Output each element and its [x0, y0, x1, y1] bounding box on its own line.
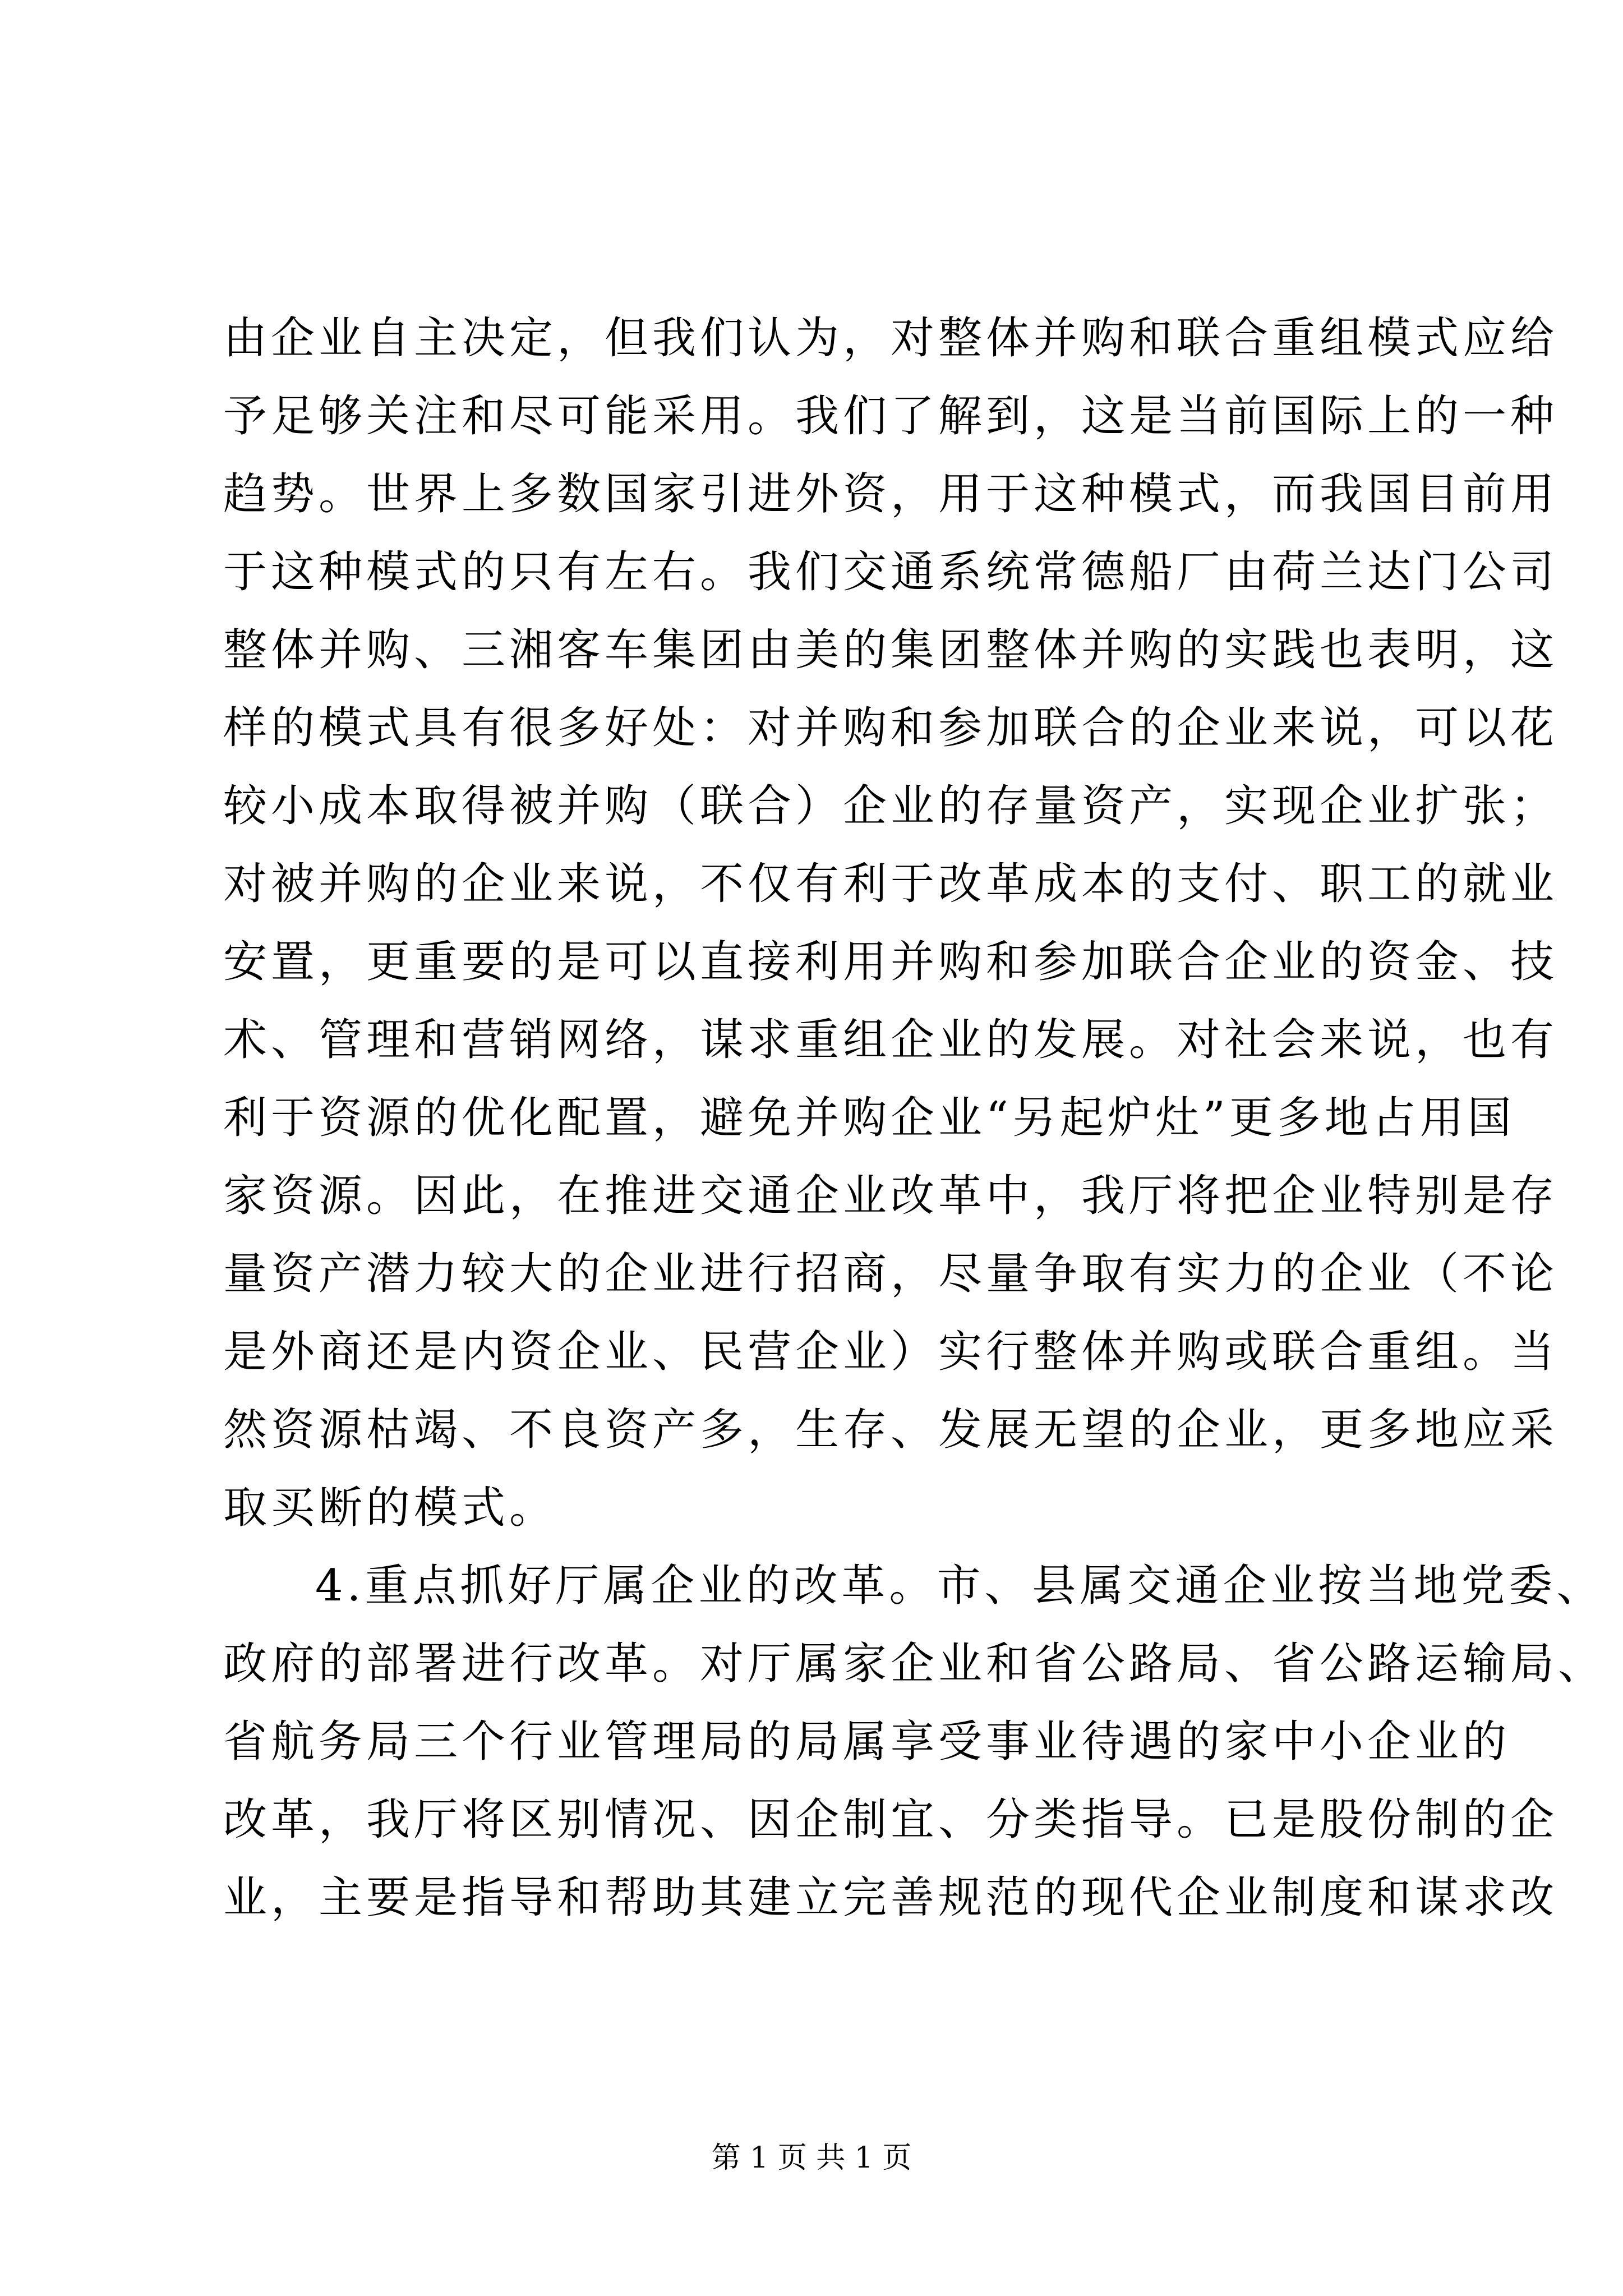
paragraph-1-line-5: 整体并购、三湘客车集团由美的集团整体并购的实践也表明，这: [223, 625, 1559, 675]
paragraph-1-line-13: 量资产潜力较大的企业进行招商，尽量争取有实力的企业（不论: [223, 1249, 1559, 1299]
paragraph-1-line-2: 予足够关注和尽可能采用。我们了解到，这是当前国际上的一种: [223, 391, 1559, 441]
paragraph-2-line-5: 业，主要是指导和帮助其建立完善规范的现代企业制度和谋求改: [223, 1872, 1559, 1923]
paragraph-1-line-12: 家资源。因此，在推进交通企业改革中，我厅将把企业特别是存: [223, 1171, 1559, 1221]
paragraph-1-line-15: 然资源枯竭、不良资产多，生存、发展无望的企业，更多地应采: [223, 1405, 1559, 1455]
paragraph-1-line-7: 较小成本取得被并购（联合）企业的存量资产，实现企业扩张；: [223, 781, 1559, 831]
page-number-footer: 第 1 页 共 1 页: [711, 2141, 912, 2175]
paragraph-1-line-14: 是外商还是内资企业、民营企业）实行整体并购或联合重组。当: [223, 1327, 1559, 1377]
paragraph-1-line-8: 对被并购的企业来说，不仅有利于改革成本的支付、职工的就业: [223, 859, 1559, 909]
paragraph-2-line-2: 政府的部署进行改革。对厅属家企业和省公路局、省公路运输局、: [223, 1639, 1606, 1689]
paragraph-1-line-6: 样的模式具有很多好处：对并购和参加联合的企业来说，可以花: [223, 703, 1559, 753]
paragraph-2-line-3: 省航务局三个行业管理局的局属享受事业待遇的家中小企业的: [223, 1717, 1511, 1767]
document-body: [223, 300, 1606, 1937]
paragraph-2-line-1: 4.重点抓好厅属企业的改革。市、县属交通企业按当地党委、: [315, 1561, 1604, 1611]
paragraph-1-line-11: 利于资源的优化配置，避免并购企业“另起炉灶”更多地占用国: [223, 1093, 1515, 1143]
paragraph-1-line-10: 术、管理和营销网络，谋求重组企业的发展。对社会来说，也有: [223, 1015, 1559, 1065]
paragraph-1-line-9: 安置，更重要的是可以直接利用并购和参加联合企业的资金、技: [223, 937, 1559, 987]
paragraph-1-line-4: 于这种模式的只有左右。我们交通系统常德船厂由荷兰达门公司: [223, 547, 1559, 597]
paragraph-1-line-1: 由企业自主决定，但我们认为，对整体并购和联合重组模式应给: [223, 313, 1559, 364]
paragraph-1-line-3: 趋势。世界上多数国家引进外资，用于这种模式，而我国目前用: [223, 469, 1559, 519]
paragraph-2-line-4: 改革，我厅将区别情况、因企制宜、分类指导。已是股份制的企: [223, 1795, 1559, 1845]
paragraph-1-line-16: 取买断的模式。: [223, 1483, 557, 1533]
